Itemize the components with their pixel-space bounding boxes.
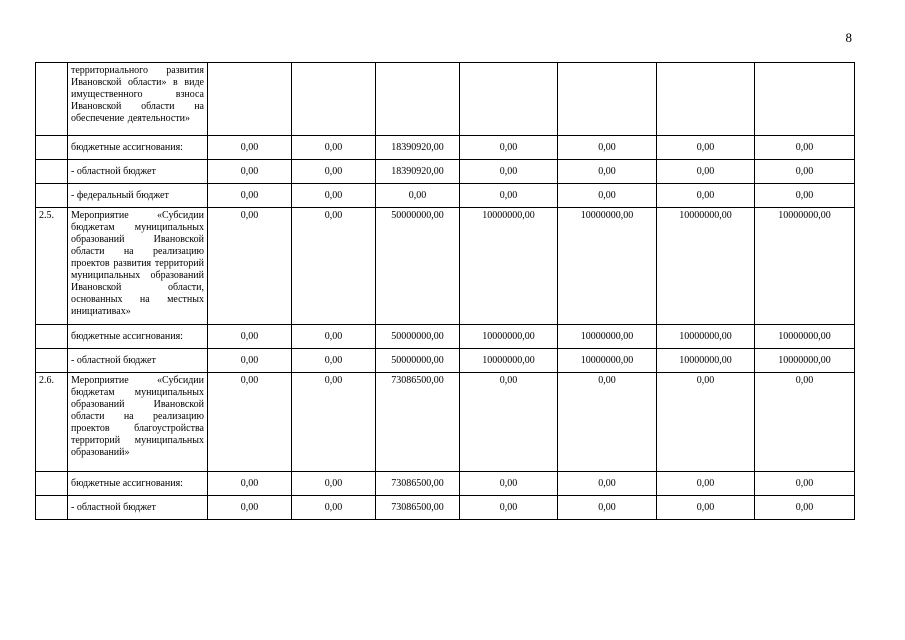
table-row: [36, 325, 855, 349]
value-cell: 10000000,00: [657, 325, 755, 349]
budget-table-body: [36, 63, 855, 520]
row-name-cell: Мероприятие «Субсидии бюджетам муниципальных образований Ивановской области на реализацию проектов развития территорий муниципальных образований Ивановской области, основанных на местных инициативах»: [68, 208, 208, 325]
value-cell: 0,00: [657, 184, 755, 208]
value-cell: 0,00: [292, 472, 376, 496]
row-number-cell: 2.5.: [36, 208, 68, 325]
table-row: [36, 136, 855, 160]
budget-table: [35, 62, 855, 520]
table-row: [36, 208, 855, 325]
value-cell: 0,00: [208, 472, 292, 496]
value-cell: 0,00: [208, 136, 292, 160]
row-name-cell: - областной бюджет: [68, 160, 208, 184]
value-cell: 10000000,00: [657, 208, 755, 325]
value-cell: 0,00: [292, 208, 376, 325]
value-cell: 0,00: [376, 184, 460, 208]
value-cell: 10000000,00: [755, 325, 855, 349]
row-number-cell: [36, 184, 68, 208]
value-cell: 0,00: [755, 136, 855, 160]
value-cell: 0,00: [208, 373, 292, 472]
row-number-cell: [36, 160, 68, 184]
row-name-cell: - федеральный бюджет: [68, 184, 208, 208]
value-cell: 0,00: [657, 373, 755, 472]
table-row: [36, 160, 855, 184]
value-cell: 10000000,00: [460, 208, 558, 325]
value-cell: 10000000,00: [558, 325, 657, 349]
value-cell: 0,00: [292, 496, 376, 520]
value-cell: 0,00: [558, 496, 657, 520]
row-number-cell: [36, 136, 68, 160]
value-cell: 10000000,00: [755, 349, 855, 373]
value-cell: 0,00: [657, 136, 755, 160]
row-number-cell: [36, 63, 68, 136]
value-cell: 10000000,00: [755, 208, 855, 325]
value-cell: 0,00: [292, 349, 376, 373]
row-name-cell: Мероприятие «Субсидии бюджетам муниципальных образований Ивановской области на реализацию проектов благоустройства территорий муниципальных образований»: [68, 373, 208, 472]
value-cell: 50000000,00: [376, 349, 460, 373]
row-name-cell: территориального развития Ивановской области» в виде имущественного взноса Ивановской области на обеспечение деятельности»: [68, 63, 208, 136]
value-cell: 0,00: [460, 136, 558, 160]
value-cell: 0,00: [755, 184, 855, 208]
value-cell: 0,00: [558, 373, 657, 472]
value-cell: 0,00: [208, 184, 292, 208]
value-cell: 10000000,00: [460, 325, 558, 349]
value-cell: 0,00: [460, 184, 558, 208]
value-cell: 10000000,00: [657, 349, 755, 373]
value-cell: 0,00: [558, 160, 657, 184]
table-row: [36, 472, 855, 496]
value-cell: [657, 63, 755, 136]
value-cell: 0,00: [460, 496, 558, 520]
value-cell: 0,00: [755, 496, 855, 520]
row-name-cell: бюджетные ассигнования:: [68, 325, 208, 349]
value-cell: 0,00: [755, 472, 855, 496]
row-number-cell: [36, 496, 68, 520]
value-cell: 0,00: [657, 496, 755, 520]
value-cell: 0,00: [460, 160, 558, 184]
value-cell: 0,00: [292, 184, 376, 208]
value-cell: 73086500,00: [376, 472, 460, 496]
value-cell: 18390920,00: [376, 160, 460, 184]
row-number-cell: [36, 325, 68, 349]
row-number-cell: 2.6.: [36, 373, 68, 472]
row-number-cell: [36, 349, 68, 373]
value-cell: 0,00: [208, 160, 292, 184]
table-row: [36, 496, 855, 520]
value-cell: 0,00: [558, 472, 657, 496]
value-cell: 0,00: [208, 496, 292, 520]
value-cell: 0,00: [208, 349, 292, 373]
value-cell: 0,00: [558, 136, 657, 160]
value-cell: 0,00: [292, 160, 376, 184]
value-cell: 0,00: [208, 208, 292, 325]
value-cell: [208, 63, 292, 136]
value-cell: 10000000,00: [558, 349, 657, 373]
value-cell: 0,00: [558, 184, 657, 208]
value-cell: 73086500,00: [376, 373, 460, 472]
value-cell: 50000000,00: [376, 325, 460, 349]
row-name-cell: бюджетные ассигнования:: [68, 136, 208, 160]
row-name-cell: - областной бюджет: [68, 349, 208, 373]
value-cell: 0,00: [755, 373, 855, 472]
value-cell: 18390920,00: [376, 136, 460, 160]
value-cell: 0,00: [292, 373, 376, 472]
table-row: [36, 349, 855, 373]
row-name-cell: - областной бюджет: [68, 496, 208, 520]
value-cell: [755, 63, 855, 136]
value-cell: 0,00: [292, 325, 376, 349]
value-cell: 73086500,00: [376, 496, 460, 520]
value-cell: 0,00: [460, 472, 558, 496]
value-cell: 10000000,00: [460, 349, 558, 373]
value-cell: 0,00: [755, 160, 855, 184]
row-number-cell: [36, 472, 68, 496]
value-cell: 50000000,00: [376, 208, 460, 325]
value-cell: 0,00: [657, 160, 755, 184]
value-cell: 0,00: [208, 325, 292, 349]
value-cell: 0,00: [460, 373, 558, 472]
table-row: [36, 63, 855, 136]
value-cell: 0,00: [292, 136, 376, 160]
row-name-cell: бюджетные ассигнования:: [68, 472, 208, 496]
value-cell: [376, 63, 460, 136]
value-cell: [460, 63, 558, 136]
value-cell: 10000000,00: [558, 208, 657, 325]
value-cell: [558, 63, 657, 136]
value-cell: [292, 63, 376, 136]
table-row: [36, 184, 855, 208]
page-number: 8: [845, 30, 852, 45]
value-cell: 0,00: [657, 472, 755, 496]
table-row: [36, 373, 855, 472]
